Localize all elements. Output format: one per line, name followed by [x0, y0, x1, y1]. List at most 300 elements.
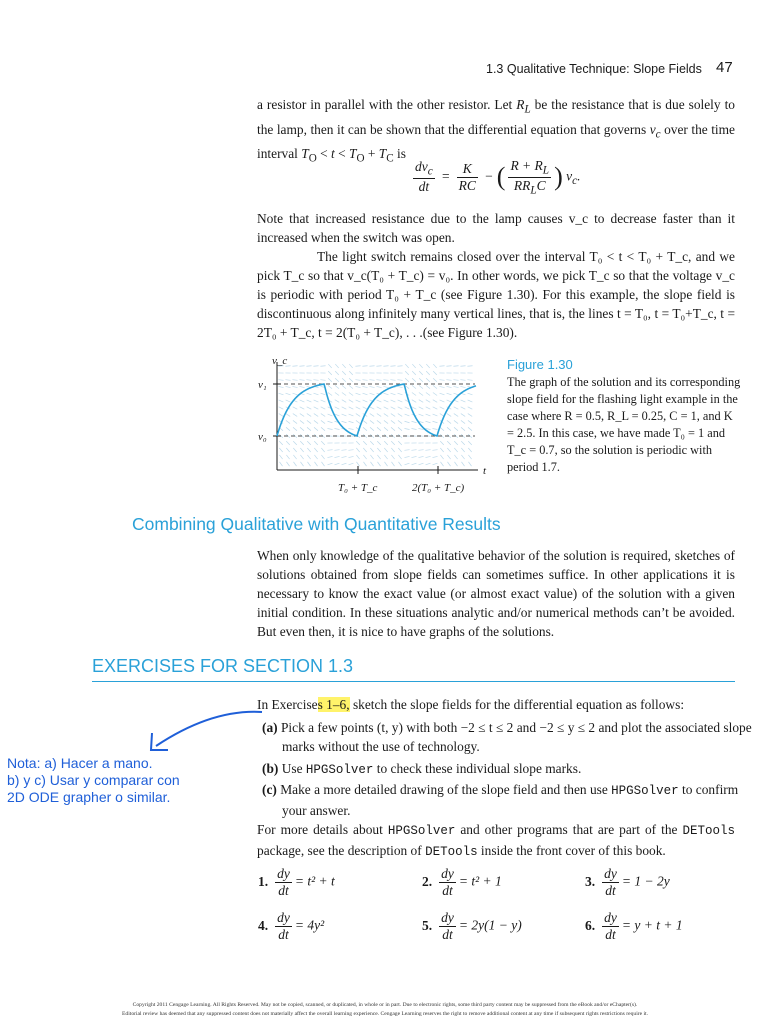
slope-mark — [411, 429, 416, 430]
slope-mark — [334, 456, 339, 457]
slope-mark — [426, 463, 431, 465]
slope-mark — [314, 441, 318, 445]
slope-mark — [363, 441, 367, 445]
slope-mark — [356, 448, 359, 452]
slope-mark — [314, 448, 317, 452]
slope-mark — [342, 414, 347, 416]
slope-mark — [355, 380, 360, 381]
slope-mark — [342, 385, 346, 388]
x-axis-label: t — [483, 465, 487, 477]
highlighted-text: s 1–6, — [317, 697, 350, 712]
heading-rule — [92, 681, 735, 682]
slope-mark — [404, 429, 409, 430]
slope-mark — [334, 429, 339, 430]
slope-mark — [370, 407, 375, 409]
slope-mark — [432, 456, 437, 457]
slope-mark — [440, 427, 444, 430]
slope-mark — [321, 462, 324, 466]
slope-mark — [370, 420, 374, 423]
slope-mark — [398, 441, 402, 445]
intro-paragraph: a resistor in parallel with the other resistor. Let $R_L$ be the resistance that is due solely to the lamp, then it can be shown that the differential equation that governs $v_c$ over the time interval $T_O < t < T_O + T_C$ is — [257, 97, 735, 166]
slope-mark — [447, 448, 450, 452]
slope-mark — [460, 386, 465, 387]
slope-mark — [328, 463, 333, 465]
slope-mark — [405, 463, 410, 465]
slope-mark — [467, 380, 472, 381]
slope-mark — [425, 456, 430, 457]
slope-mark — [321, 441, 325, 445]
slope-mark — [307, 407, 312, 409]
slope-mark — [426, 378, 430, 382]
slope-mark — [349, 392, 353, 395]
slope-mark — [279, 407, 284, 409]
slope-mark — [411, 450, 416, 451]
slope-mark — [384, 400, 389, 402]
slope-mark — [348, 429, 353, 430]
slope-mark — [447, 462, 450, 466]
paragraph-resistance-note: Note that increased resistance due to the lamp causes v_c to decrease faster than it increased when the switch was open. — [257, 211, 735, 245]
instruction-a: (a) Pick a few points (t, y) with both −2 ≤ t ≤ 2 and −2 ≤ y ≤ 2 and plot the associated slope marks without the use of technology. — [262, 720, 752, 754]
slope-mark — [404, 456, 409, 457]
slope-mark — [279, 455, 282, 459]
slope-mark — [307, 448, 310, 452]
slope-mark — [342, 392, 346, 395]
x-tick-label-2: 2(T₀ + T_c) — [412, 482, 465, 494]
slope-mark — [363, 400, 368, 402]
slope-mark — [307, 455, 310, 459]
instruction-b: (b) Use HPGSolver to check these individual slope marks. — [262, 761, 582, 777]
slope-mark — [363, 407, 368, 409]
slope-mark — [405, 364, 408, 368]
slope-mark — [461, 441, 465, 445]
slope-mark — [460, 380, 465, 381]
slope-mark — [349, 371, 353, 375]
slope-mark — [286, 462, 289, 466]
slope-mark — [419, 463, 424, 465]
slope-mark — [356, 414, 360, 417]
slope-mark — [348, 456, 353, 457]
slope-mark — [300, 448, 303, 452]
slope-mark — [321, 400, 326, 402]
slope-mark — [349, 364, 352, 368]
slope-mark — [342, 371, 346, 375]
slope-mark — [349, 421, 354, 423]
slope-mark — [391, 455, 394, 459]
slope-mark — [314, 407, 319, 409]
slope-mark — [454, 407, 459, 409]
slope-mark — [447, 420, 451, 423]
slope-mark — [307, 400, 312, 402]
slope-mark — [321, 420, 325, 423]
slope-mark — [419, 364, 422, 368]
slope-mark — [425, 450, 430, 451]
slope-mark — [335, 400, 339, 403]
slope-mark — [384, 407, 389, 409]
slope-mark — [398, 414, 402, 417]
figure-title: Figure 1.30 — [507, 357, 573, 372]
slope-mark — [335, 378, 339, 382]
slope-mark — [405, 414, 410, 416]
slope-mark — [370, 462, 373, 466]
paragraph-light-switch: The light switch remains closed over the interval T₀ < t < T₀ + T_c, and we pick T_c so that v_c(T₀ + T_c) = v₀. In other words, we pick T_c so that the voltage v_c is periodic with period T₀ + T_c (see Figure 1.30). For this example, the slope field is discontinuous along infinitely many vertical lines, that is, the lines t = T₀, t = T₀+T_c, t = 2T₀ + T_c, t = 2(T₀ + T_c), . . .(see Figure 1.30). — [257, 249, 735, 340]
body-paragraphs — [257, 209, 735, 342]
annotation-arrow-icon — [140, 700, 270, 760]
slope-mark — [300, 427, 304, 430]
slope-mark — [320, 380, 325, 381]
slope-mark — [321, 455, 324, 459]
slope-mark — [342, 378, 346, 382]
running-header-section-title: 1.3 Qualitative Technique: Slope Fields — [486, 62, 702, 76]
slope-mark — [321, 407, 326, 409]
slope-mark — [446, 386, 451, 387]
slope-mark — [426, 392, 430, 395]
slope-mark — [426, 371, 430, 375]
slope-mark — [293, 407, 298, 409]
slope-mark — [377, 420, 381, 423]
slope-mark — [377, 448, 380, 452]
slope-mark — [334, 450, 339, 451]
slope-mark — [293, 448, 296, 452]
slope-mark — [356, 393, 361, 395]
slope-mark — [314, 420, 318, 423]
slope-mark — [405, 421, 410, 423]
slope-mark — [454, 462, 457, 466]
slope-mark — [461, 400, 466, 402]
slope-mark — [397, 386, 402, 387]
slope-mark — [391, 448, 394, 452]
slope-mark — [468, 427, 472, 430]
slope-mark — [370, 393, 375, 395]
slope-mark — [454, 455, 457, 459]
slope-mark — [432, 450, 437, 451]
slope-mark — [446, 380, 451, 381]
slope-mark — [440, 441, 444, 445]
slope-mark — [419, 371, 423, 375]
slope-mark — [314, 400, 319, 402]
slope-mark — [398, 448, 401, 452]
copyright-footer: Copyright 2011 Cengage Learning. All Rights Reserved. May not be copied, scanned, or duplicated, in whole or in part. Due to electronic rights, some third party content may be suppressed from the eBook and/or eChapter(s). Editorial review has deemed that any suppressed content does not materially affect the overall learning experience. Cengage Learning reserves the right to remove additional content at any time if subsequent rights restrictions require it. — [122, 1002, 648, 1017]
slope-mark — [349, 378, 353, 382]
slope-mark — [286, 427, 290, 430]
slope-mark — [468, 400, 473, 402]
slope-mark — [363, 420, 367, 423]
slope-mark — [299, 380, 304, 381]
slope-mark — [411, 456, 416, 457]
slope-mark — [412, 463, 417, 465]
slope-mark — [321, 414, 325, 417]
slope-mark — [321, 427, 325, 430]
slope-mark — [377, 400, 382, 402]
slope-mark — [285, 386, 290, 387]
slope-mark — [440, 393, 445, 395]
slope-mark — [391, 462, 394, 466]
slope-mark — [293, 420, 297, 423]
slope-mark — [363, 462, 366, 466]
slope-mark — [398, 393, 403, 395]
slope-mark — [433, 371, 437, 375]
slope-mark — [432, 429, 437, 430]
slope-mark — [300, 414, 304, 417]
slope-mark — [447, 393, 452, 395]
slope-mark — [335, 463, 340, 465]
slope-mark — [391, 400, 396, 402]
slope-mark — [412, 371, 416, 375]
slope-mark — [293, 414, 297, 417]
slope-mark — [335, 385, 339, 388]
slope-mark — [440, 400, 445, 402]
slope-mark — [461, 427, 465, 430]
slope-mark — [419, 385, 423, 388]
slope-mark — [377, 427, 381, 430]
slope-mark — [454, 441, 458, 445]
slope-mark — [384, 441, 388, 445]
slope-mark — [327, 450, 332, 451]
slope-mark — [384, 414, 388, 417]
slope-mark — [292, 386, 297, 387]
slope-mark — [419, 392, 423, 395]
slope-mark — [279, 448, 282, 452]
slope-mark — [327, 429, 332, 430]
slope-mark — [433, 400, 437, 403]
slope-mark — [307, 393, 312, 395]
slope-mark — [335, 371, 339, 375]
slope-mark — [433, 414, 438, 416]
slope-mark — [447, 441, 451, 445]
slope-mark — [300, 400, 305, 402]
slope-mark — [383, 380, 388, 381]
slope-mark — [468, 420, 472, 423]
slope-mark — [454, 427, 458, 430]
slope-mark — [356, 462, 359, 466]
slope-mark — [453, 380, 458, 381]
slope-mark — [390, 380, 395, 381]
slope-mark — [342, 407, 347, 409]
slope-mark — [461, 414, 465, 417]
slope-mark — [278, 386, 283, 387]
slope-mark — [468, 448, 471, 452]
differential-equation: $\frac{dv_c}{dt}$ = $\frac{K}{RC}$ − ( $\frac{R + R_L}{RR_LC}$ ) $v_c$. — [415, 158, 581, 197]
solution-curve — [277, 384, 476, 436]
slope-mark — [341, 450, 346, 451]
slope-mark — [279, 414, 283, 417]
slope-mark — [384, 427, 388, 430]
slope-mark — [328, 392, 332, 395]
slope-mark — [355, 386, 360, 387]
slope-mark — [440, 407, 445, 409]
slope-mark — [370, 414, 374, 417]
slope-mark — [307, 414, 311, 417]
slope-mark — [419, 407, 424, 409]
section-paragraph: When only knowledge of the qualitative behavior of the solution is required, sketches of solutions obtained from slope fields can sometimes suffice. In other applications it is necessary to know the exact value (or almost exact value) of the solution with a given initial condition. In these situations analytic and/or numerical methods can’t be avoided. But even then, it is nice to have graphs of the solutions. — [257, 548, 735, 639]
slope-mark — [356, 400, 361, 402]
slope-mark — [377, 407, 382, 409]
slope-mark — [314, 393, 319, 395]
slope-mark — [369, 386, 374, 387]
slope-mark — [307, 441, 311, 445]
slope-mark — [293, 393, 298, 395]
slope-mark — [426, 385, 430, 388]
slope-mark — [279, 400, 284, 402]
slope-mark — [426, 414, 431, 416]
slope-mark — [362, 386, 367, 387]
section-heading-combining: Combining Qualitative with Quantitative Results — [132, 514, 501, 534]
slope-mark — [328, 371, 332, 375]
figure-caption: The graph of the solution and its corresponding slope field for the flashing light example in the case where R = 0.5, R_L = 0.25, C = 1, and K = 2.5. In this case, we have made T₀ = 1 and T_c = 0.7, so the solution is periodic with period 1.7. — [507, 375, 741, 474]
slope-mark — [300, 441, 304, 445]
slope-mark — [468, 393, 473, 395]
slope-mark — [433, 392, 437, 395]
slope-mark — [279, 441, 283, 445]
slope-mark — [398, 455, 401, 459]
slope-mark — [314, 455, 317, 459]
slope-mark — [300, 407, 305, 409]
slope-mark — [468, 462, 471, 466]
slope-mark — [377, 441, 381, 445]
slope-mark — [314, 427, 318, 430]
slope-mark — [306, 380, 311, 381]
slope-mark — [370, 427, 374, 430]
slope-mark — [447, 400, 452, 402]
slope-mark — [384, 448, 387, 452]
y-tick-label-v1: v₁ — [258, 379, 267, 391]
slope-mark — [349, 400, 353, 403]
slope-mark — [286, 414, 290, 417]
slope-mark — [405, 371, 409, 375]
slope-mark — [300, 455, 303, 459]
slope-mark — [461, 407, 466, 409]
slope-mark — [439, 380, 444, 381]
page-number: 47 — [716, 59, 733, 76]
slope-mark — [328, 385, 332, 388]
slope-mark — [391, 407, 396, 409]
slope-mark — [412, 385, 416, 388]
slope-mark — [376, 386, 381, 387]
slope-mark — [391, 441, 395, 445]
slope-mark — [342, 463, 347, 465]
slope-mark — [454, 448, 457, 452]
slope-mark — [279, 393, 284, 395]
slope-mark — [412, 392, 416, 395]
slope-mark — [412, 378, 416, 382]
slope-mark — [328, 421, 333, 423]
slope-mark — [440, 462, 443, 466]
slope-mark — [440, 448, 443, 452]
slope-mark — [342, 364, 345, 368]
slope-mark — [433, 407, 438, 409]
slope-mark — [299, 386, 304, 387]
slope-mark — [363, 393, 368, 395]
slope-mark — [383, 386, 388, 387]
slope-mark — [314, 462, 317, 466]
slope-mark — [286, 441, 290, 445]
slope-mark — [362, 380, 367, 381]
slope-mark — [370, 455, 373, 459]
slope-mark — [369, 380, 374, 381]
slope-mark — [384, 393, 389, 395]
slope-mark — [356, 441, 360, 445]
slope-mark — [349, 463, 354, 465]
slope-mark — [335, 364, 338, 368]
slope-mark — [433, 364, 436, 368]
slope-mark — [454, 393, 459, 395]
slope-mark — [377, 455, 380, 459]
slope-mark — [286, 448, 289, 452]
more-details-paragraph: For more details about HPGSolver and other programs that are part of the DETools package, see the description of DETools inside the front cover of this book. — [257, 822, 735, 859]
slope-mark — [454, 420, 458, 423]
slope-mark — [279, 462, 282, 466]
slope-mark — [391, 393, 396, 395]
slope-mark — [384, 420, 388, 423]
slope-mark — [363, 448, 366, 452]
slope-mark — [454, 414, 458, 417]
slope-mark — [447, 427, 451, 430]
slope-mark — [356, 455, 359, 459]
slope-mark — [398, 407, 403, 409]
slope-mark — [433, 385, 437, 388]
slope-mark — [341, 456, 346, 457]
slope-mark — [418, 450, 423, 451]
exercise-5: 5. $\frac{dy}{dt}$ = 2y(1 − y) — [422, 910, 522, 942]
slope-mark — [370, 448, 373, 452]
slope-mark — [348, 450, 353, 451]
instruction-c: (c) Make a more detailed drawing of the slope field and then use HPGSolver to confirm your answer. — [262, 782, 739, 818]
slope-mark — [307, 427, 311, 430]
slope-mark — [398, 427, 402, 430]
slope-mark — [391, 427, 395, 430]
slope-mark — [398, 400, 403, 402]
slope-mark — [384, 462, 387, 466]
slope-mark — [335, 407, 340, 409]
slope-mark — [328, 364, 331, 368]
slope-mark — [370, 441, 374, 445]
slope-mark — [300, 462, 303, 466]
slope-mark — [293, 455, 296, 459]
slope-mark — [398, 420, 402, 423]
slope-mark — [328, 414, 333, 416]
x-tick-label-1: T₀ + T_c — [338, 482, 378, 494]
slope-mark — [440, 455, 443, 459]
slope-mark — [391, 414, 395, 417]
slope-mark — [293, 441, 297, 445]
slope-mark — [433, 421, 438, 423]
slope-mark — [461, 462, 464, 466]
slope-mark — [335, 392, 339, 395]
exercise-2: 2. $\frac{dy}{dt}$ = t² + 1 — [422, 866, 502, 898]
slope-mark — [426, 364, 429, 368]
handwritten-note: Nota: a) Hacer a mano. b) y c) Usar y comparar con 2D ODE grapher o similar. — [7, 755, 180, 805]
slope-mark — [349, 414, 354, 416]
slope-mark — [461, 448, 464, 452]
slope-mark — [356, 407, 361, 409]
slope-mark — [286, 400, 291, 402]
slope-mark — [419, 378, 423, 382]
slope-mark — [447, 414, 451, 417]
slope-mark — [461, 420, 465, 423]
slope-mark — [419, 414, 424, 416]
slope-mark — [412, 421, 417, 423]
slope-mark — [405, 378, 409, 382]
exercises-intro: In Exercises 1–6, sketch the slope fields for the differential equation as follows: — [257, 697, 685, 712]
slope-mark — [426, 400, 430, 403]
slope-mark — [412, 400, 416, 403]
slope-mark — [468, 455, 471, 459]
slope-mark — [356, 420, 360, 423]
slope-mark — [433, 463, 438, 465]
slope-mark — [286, 455, 289, 459]
slope-mark — [468, 441, 472, 445]
exercise-1: 1. $\frac{dy}{dt}$ = t² + t — [258, 866, 335, 898]
slope-mark — [377, 414, 381, 417]
